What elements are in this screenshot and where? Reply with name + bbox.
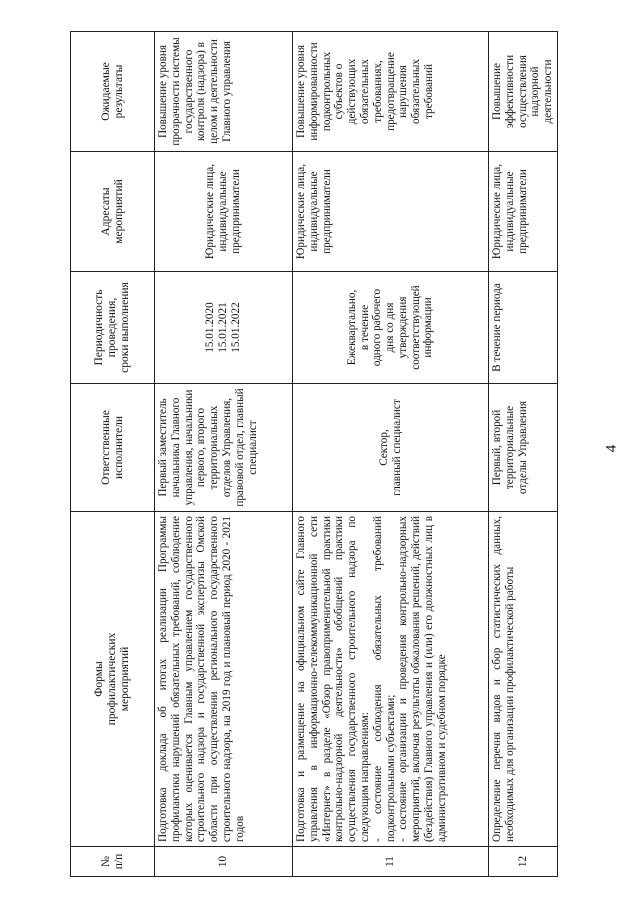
table-row	[293, 32, 489, 877]
header-number: № п/п	[71, 847, 155, 877]
row-forms	[293, 512, 489, 847]
row-periodicity: Ежеквартально, в течение одного рабочего дня со дня утверждения соответствующей информации	[293, 272, 489, 384]
row-number: 11	[293, 847, 489, 877]
header-forms: Формы профилактических мероприятий	[71, 512, 155, 847]
row-forms: Подготовка доклада об итогах реализации Программы профилактики нарушений обязательных требований, соблюдение которых оценивается Главным управлением государственного строительного надзора и государственной экспертизы Омской области при осуществлении регионального государственного строительного надзора, на 2019 год и плановый период 2020 - 2021 годов	[155, 512, 293, 847]
row-periodicity: 15.01.2020 15.01.2021 15.01.2022	[155, 272, 293, 384]
table-header-row	[71, 32, 155, 877]
row-number: 12	[489, 847, 558, 877]
row-number: 10	[155, 847, 293, 877]
table-row	[155, 32, 293, 877]
header-responsible: Ответственные исполнители	[71, 384, 155, 512]
table-row	[489, 32, 558, 877]
row-responsible: Сектор, главный специалист	[293, 384, 489, 512]
forms-list-item: - состояние организации и проведения контрольно-надзорных мероприятий, включая результаты обжалования решений, действий (бездействия) Главного управления и (или) его должностных лиц в административном и судебном порядке	[397, 516, 448, 842]
row-responsible: Первый заместитель начальника Главного управления, начальники первого, второго территориальных отделов Управления, правовой отдел, главный специалист	[155, 384, 293, 512]
header-results: Ожидаемые результаты	[71, 32, 155, 152]
row-addressees: Юридические лица, индивидуальные предприниматели	[489, 152, 558, 272]
header-periodicity: Периодичность проведения, сроки выполнения	[71, 272, 155, 384]
row-results: Повышение эффективности осуществления надзорной деятельности	[489, 32, 558, 152]
row-addressees: Юридические лица, индивидуальные предприниматели	[155, 152, 293, 272]
rotated-table-container	[70, 32, 555, 877]
header-addressees: Адресаты мероприятий	[71, 152, 155, 272]
forms-intro: Подготовка и размещение на официальном сайте Главного управления в информационно-телекоммуникационной сети «Интернет» в разделе «Обзор правоприменительной практики контрольно-надзорной деятельности» обобщений практики осуществления государственного строительного надзора по следующим направлениям:	[295, 516, 371, 842]
row-results: Повышение уровня информированности подконтрольных субъектов о действующих обязательных требованиях, предотвращение нарушения обязательных требований	[293, 32, 489, 152]
row-results: Повышение уровня прозрачности системы государственного контроля (надзора) в целом и деятельности Главного управления	[155, 32, 293, 152]
row-addressees: Юридические лица, индивидуальные предприниматели	[293, 152, 489, 272]
row-responsible: Первый, второй территориальные отделы Управления	[489, 384, 558, 512]
prevention-measures-table	[70, 31, 558, 877]
forms-list-item: - состояние соблюдения обязательных требований подконтрольными субъектами;	[371, 516, 397, 842]
row-periodicity: В течение периода	[489, 272, 558, 384]
row-forms: Определение перечня видов и сбор статистических данных, необходимых для организации профилактической работы	[489, 512, 558, 847]
page-number: 4	[603, 444, 620, 453]
